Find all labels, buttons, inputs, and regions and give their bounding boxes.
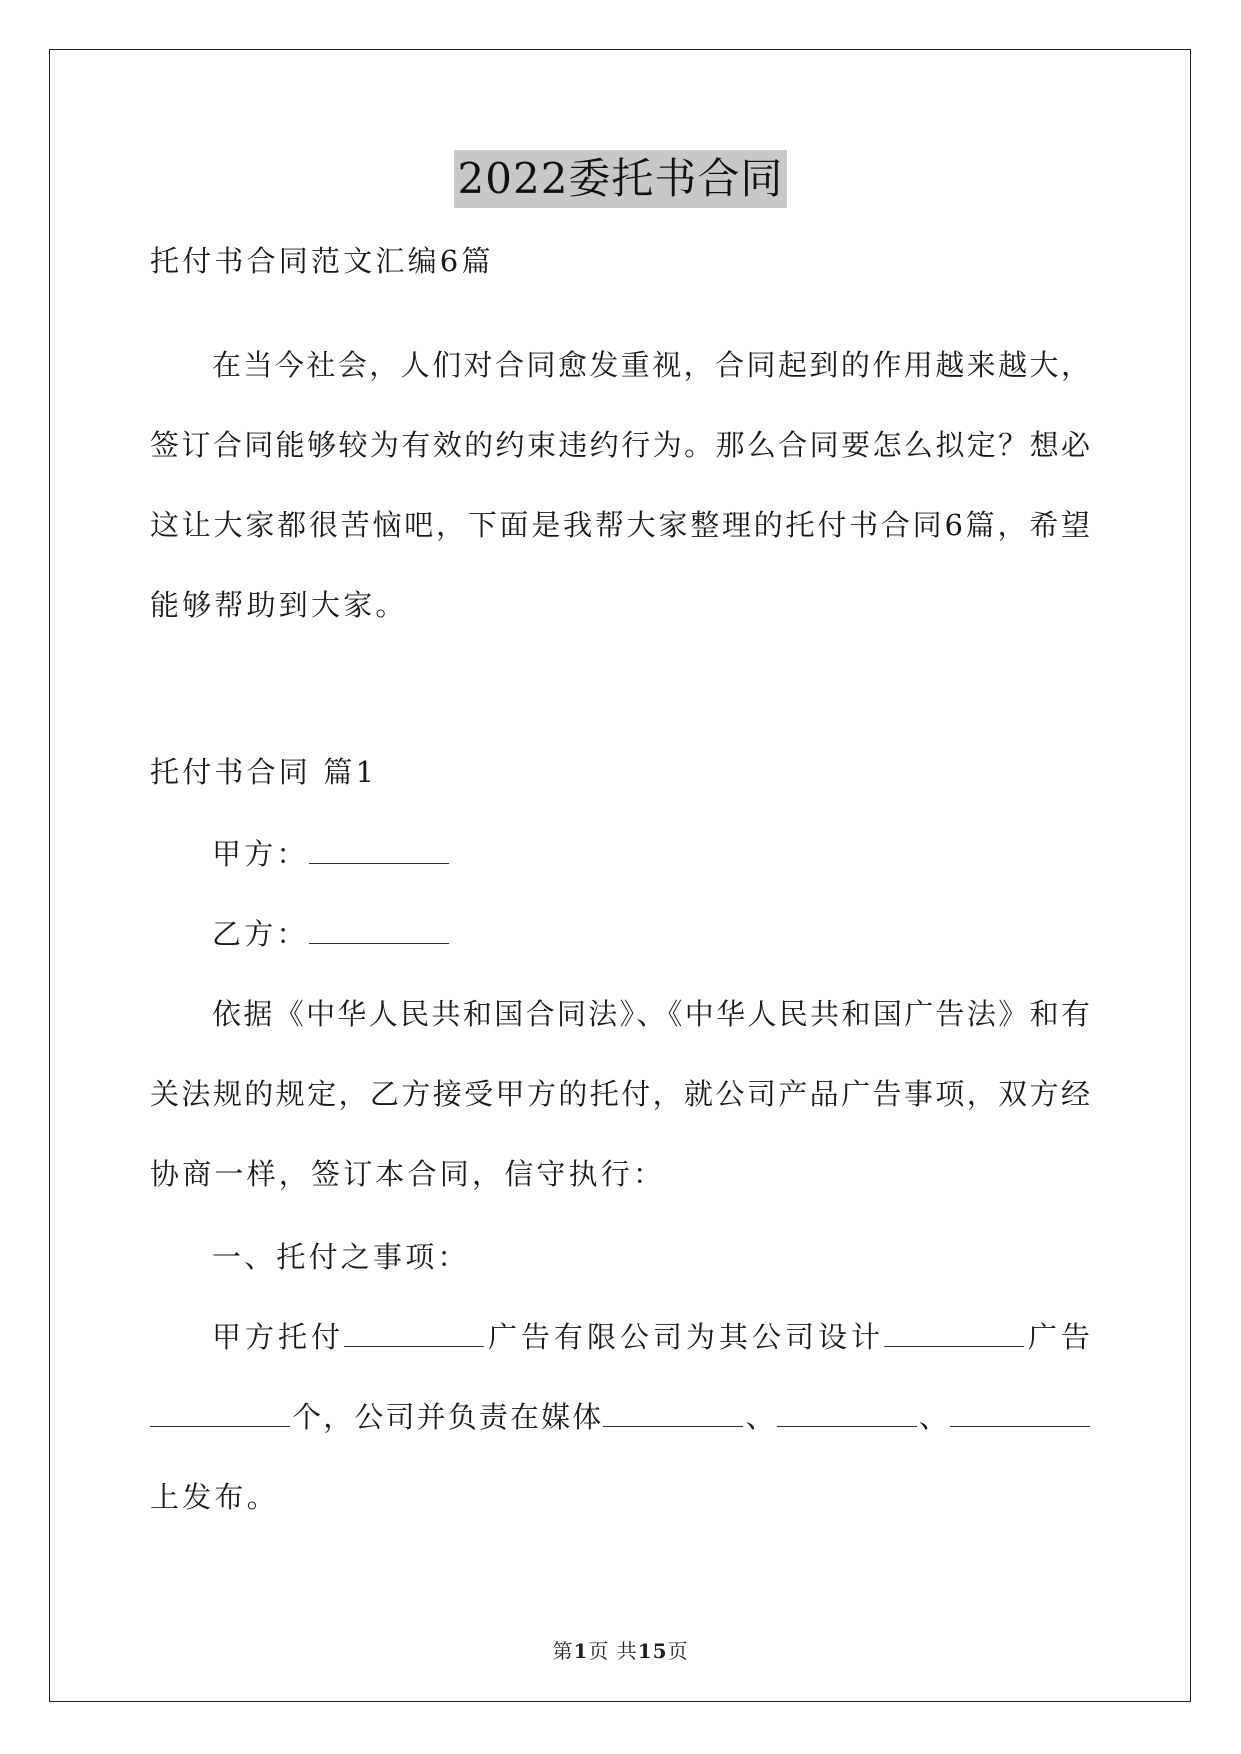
item-line-1-part-3: 广告 (1023, 1320, 1090, 1354)
item-line-2-part-1: 个，公司并负责在媒体 (290, 1400, 604, 1434)
intro-line-1: 在当今社会，人们对合同愈发重视，合同起到的作用越来越大， (212, 348, 1090, 382)
item-line-2 (150, 1397, 1090, 1437)
basis-line-1: 依据《中华人民共和国合同法》、《中华人民共和国广告法》和有 (212, 997, 1090, 1031)
section-heading: 托付书合同 篇1 (150, 755, 378, 789)
item-blank-3 (150, 1398, 290, 1427)
document-title: 2022委托书合同 (454, 150, 788, 208)
title-container (0, 150, 1241, 208)
item-blank-4 (603, 1398, 743, 1427)
footer-page-suffix: 页 (667, 1639, 689, 1663)
item-blank-2 (884, 1318, 1024, 1347)
intro-line-2: 签订合同能够较为有效的约束违约行为。那么合同要怎么拟定？想必 (150, 428, 1090, 462)
intro-line-4: 能够帮助到大家。 (150, 588, 408, 622)
item-blank-6 (950, 1398, 1090, 1427)
item-blank-1 (344, 1318, 484, 1347)
footer-page-current: 1 (573, 1639, 589, 1663)
party-a-label: 甲方： (212, 837, 309, 871)
party-a-row (212, 834, 449, 874)
item-line-1-part-1: 甲方托付 (212, 1320, 344, 1354)
document-subtitle: 托付书合同范文汇编6篇 (150, 244, 494, 278)
item-line-1 (212, 1317, 1090, 1357)
party-a-blank (309, 835, 449, 864)
party-b-row (212, 914, 449, 954)
footer-page-total: 15 (637, 1639, 668, 1663)
item-blank-5 (777, 1398, 917, 1427)
basis-line-3: 协商一样，签订本合同，信守执行： (150, 1157, 666, 1191)
item-line-1-part-2: 广告有限公司为其公司设计 (484, 1320, 884, 1354)
item-heading: 一、托付之事项： (212, 1240, 470, 1274)
item-line-2-sep-1: 、 (743, 1400, 777, 1434)
item-line-2-sep-2: 、 (916, 1400, 950, 1434)
footer-page-prefix: 第 (552, 1639, 574, 1663)
basis-line-2: 关法规的规定，乙方接受甲方的托付，就公司产品广告事项，双方经 (150, 1077, 1090, 1111)
intro-line-3: 这让大家都很苦恼吧，下面是我帮大家整理的托付书合同6篇，希望 (150, 508, 1090, 542)
footer-page-mid: 页 共 (588, 1639, 638, 1663)
page-footer (0, 1635, 1241, 1664)
party-b-label: 乙方： (212, 917, 309, 951)
item-line-3: 上发布。 (150, 1480, 279, 1514)
page-border (49, 49, 1191, 1702)
party-b-blank (309, 915, 449, 944)
